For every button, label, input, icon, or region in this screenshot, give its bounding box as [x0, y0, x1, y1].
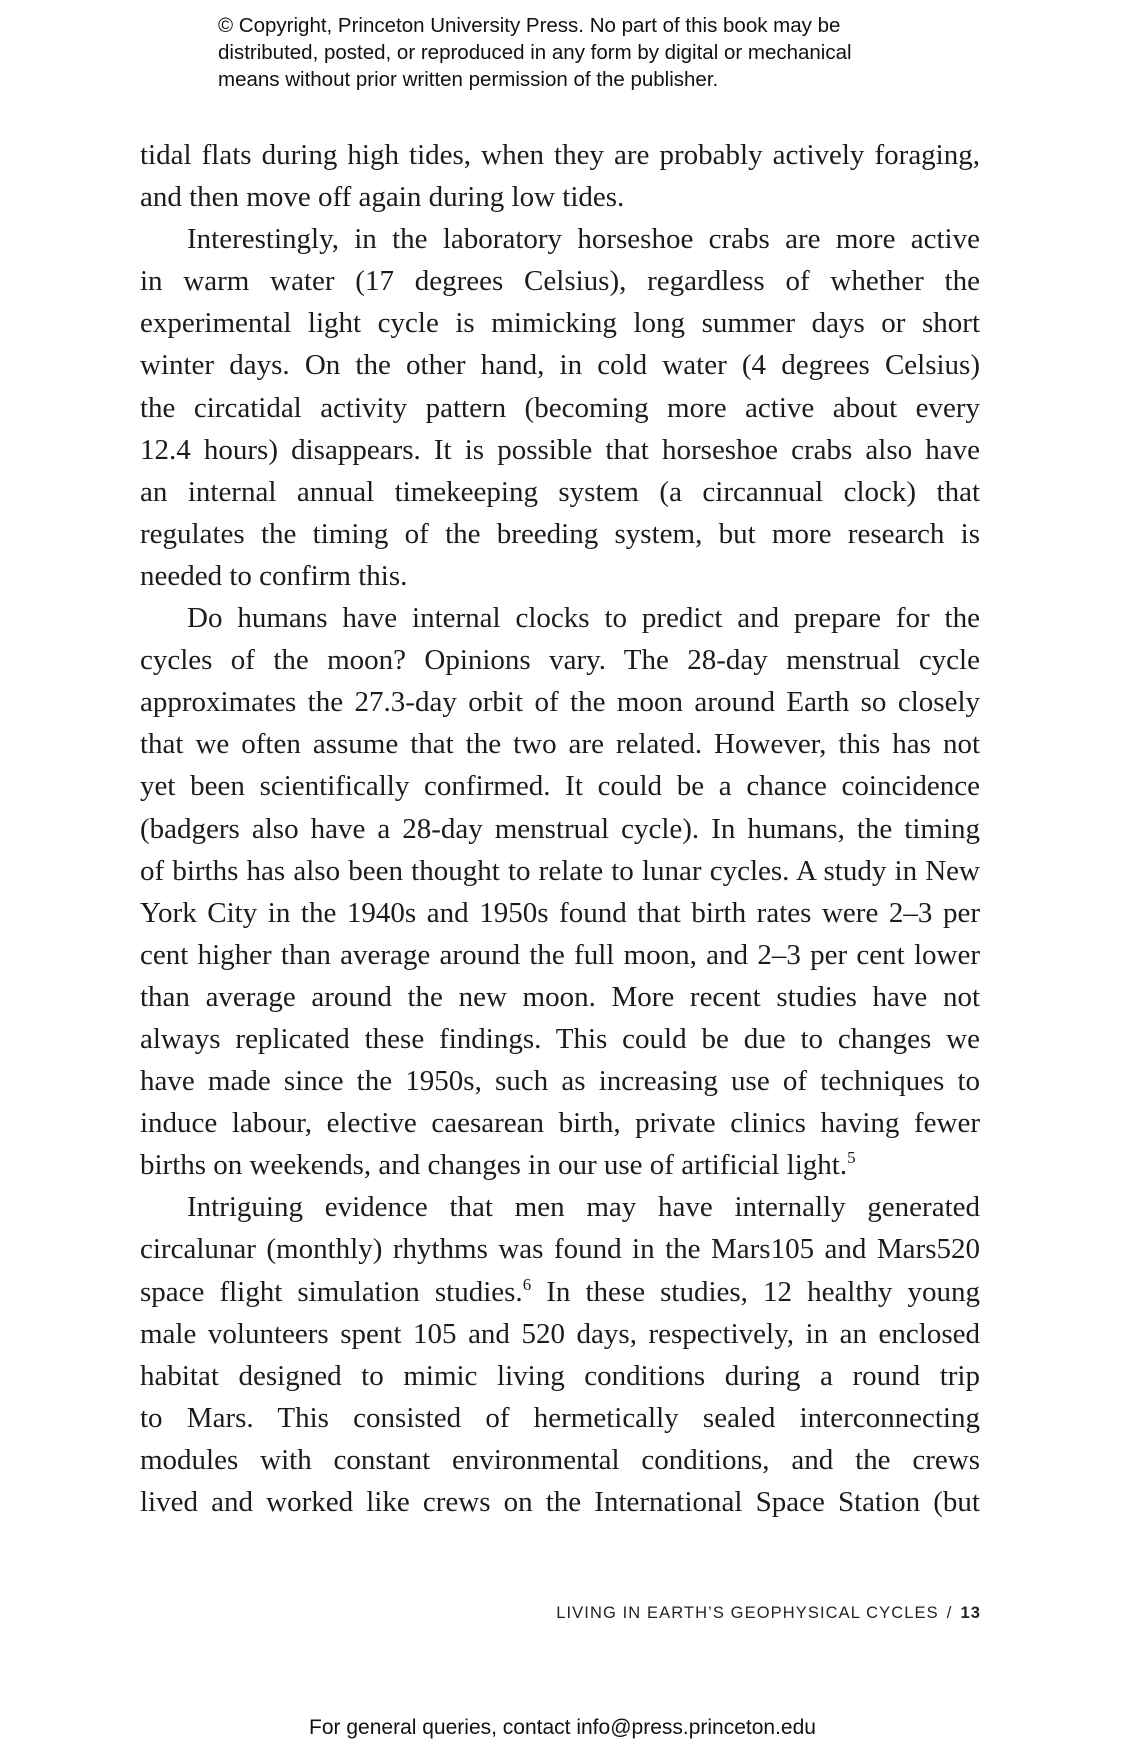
text-line: circalunar (monthly) rhythms was found in the Mars105 and Mars520 — [140, 1233, 980, 1266]
text-line: habitat designed to mimic living conditions during a round trip — [140, 1359, 980, 1392]
text-line: winter days. On the other hand, in cold water (4 degrees Celsius) — [140, 349, 980, 382]
text-line: Interestingly, in the laboratory horseshoe crabs are more active — [187, 223, 980, 256]
body-text — [140, 134, 980, 1523]
text-line-content: births on weekends, and changes in our use of artificial light. — [140, 1149, 848, 1182]
text-line: that we often assume that the two are related. However, this has not — [140, 728, 980, 761]
text-line: have made since the 1950s, such as increasing use of techniques to — [140, 1065, 980, 1098]
text-line: York City in the 1940s and 1950s found that birth rates were 2–3 per — [140, 896, 980, 929]
text-line: cycles of the moon? Opinions vary. The 28-day menstrual cycle — [140, 644, 980, 677]
footnote-ref[interactable]: 6 — [522, 1274, 532, 1294]
paragraph — [140, 134, 980, 218]
text-line: experimental light cycle is mimicking long summer days or short — [140, 307, 980, 340]
running-footer — [556, 1604, 981, 1623]
page-number: 13 — [960, 1604, 981, 1622]
paragraph — [140, 597, 980, 1186]
text-line: Intriguing evidence that men may have internally generated — [187, 1191, 980, 1224]
text-line: regulates the timing of the breeding system, but more research is — [140, 517, 980, 550]
running-footer-separator: / — [946, 1604, 953, 1622]
text-line: in warm water (17 degrees Celsius), regardless of whether the — [140, 265, 980, 298]
paragraph — [140, 1186, 980, 1523]
text-line-content: In these studies, 12 healthy young — [531, 1275, 980, 1308]
text-line: induce labour, elective caesarean birth, private clinics having fewer — [140, 1107, 980, 1140]
text-line: always replicated these findings. This could be due to changes we — [140, 1022, 980, 1055]
copyright-notice — [218, 12, 938, 93]
text-line: tidal flats during high tides, when they are probably actively foraging, — [140, 139, 980, 171]
text-line: male volunteers spent 105 and 520 days, respectively, in an enclosed — [140, 1317, 980, 1350]
text-line: Do humans have internal clocks to predict and prepare for the — [187, 602, 980, 635]
text-line: than average around the new moon. More recent studies have not — [140, 980, 980, 1013]
text-line-content: space flight simulation studies. — [140, 1275, 523, 1308]
text-line: to Mars. This consisted of hermetically sealed interconnecting — [140, 1401, 980, 1434]
running-footer-title: LIVING IN EARTH’S GEOPHYSICAL CYCLES — [556, 1604, 939, 1622]
text-line: the circatidal activity pattern (becoming more active about every — [140, 391, 980, 424]
text-line: (badgers also have a 28-day menstrual cycle). In humans, the timing — [140, 812, 980, 845]
text-line: yet been scientifically confirmed. It could be a chance coincidence — [140, 770, 980, 803]
copyright-line: means without prior written permission of the publisher. — [218, 68, 719, 91]
text-line: lived and worked like crews on the International Space Station (but — [140, 1486, 980, 1518]
text-line — [140, 1271, 980, 1313]
paragraph — [140, 218, 980, 597]
copyright-line: © Copyright, Princeton University Press. No part of this book may be — [218, 14, 841, 37]
text-line: cent higher than average around the full moon, and 2–3 per cent lower — [140, 938, 980, 971]
text-line: modules with constant environmental conditions, and the crews — [140, 1443, 980, 1476]
contact-line: For general queries, contact info@press.princeton.edu — [309, 1716, 816, 1739]
text-line: of births has also been thought to relate to lunar cycles. A study in New — [140, 854, 980, 887]
text-line — [140, 1144, 980, 1186]
text-line: and then move off again during low tides. — [140, 181, 625, 214]
copyright-line: distributed, posted, or reproduced in any form by digital or mechanical — [218, 41, 852, 64]
text-line: an internal annual timekeeping system (a circannual clock) that — [140, 475, 980, 508]
text-line: approximates the 27.3-day orbit of the moon around Earth so closely — [140, 686, 980, 719]
text-line: needed to confirm this. — [140, 559, 408, 592]
text-line: 12.4 hours) disappears. It is possible that horseshoe crabs also have — [140, 433, 980, 466]
footnote-ref[interactable]: 5 — [847, 1148, 856, 1168]
